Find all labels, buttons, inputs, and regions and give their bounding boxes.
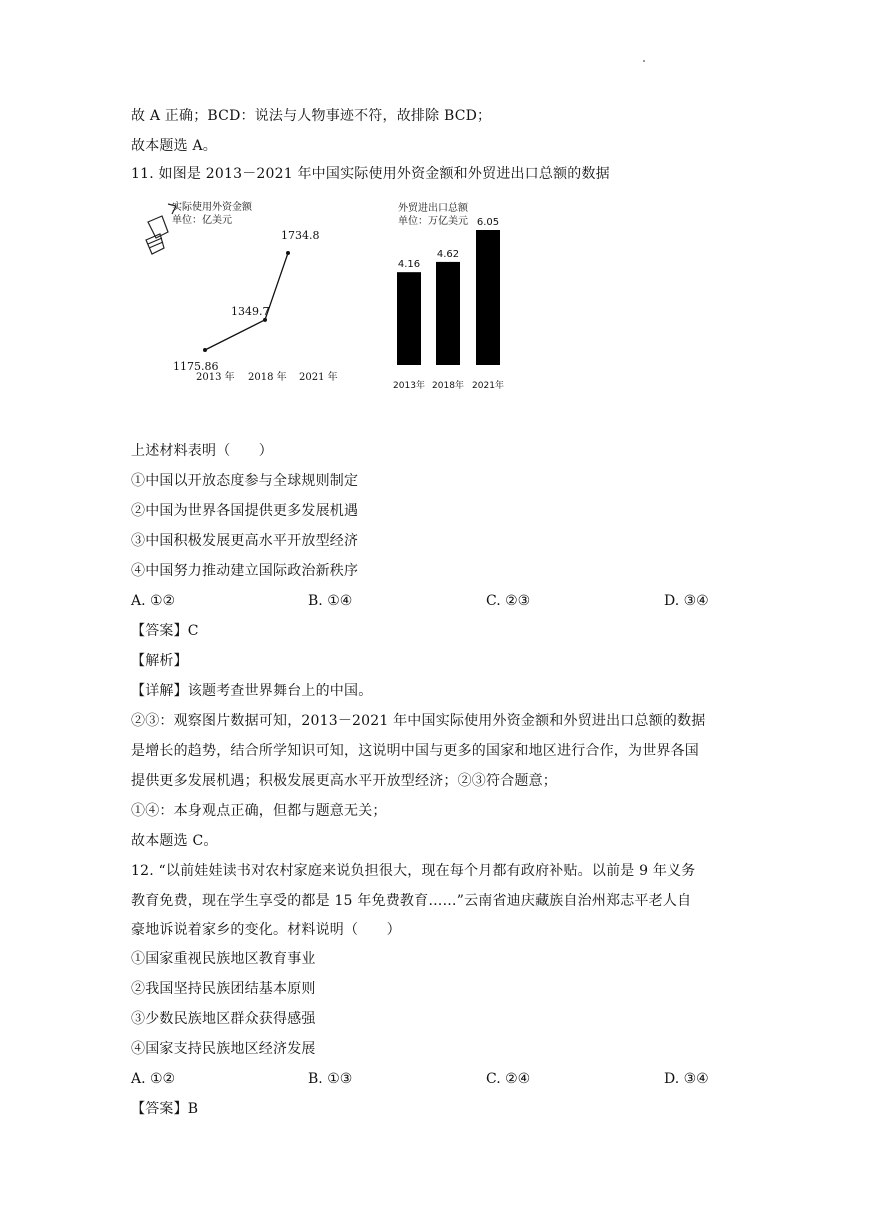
- line-x-tick-label: 2013 年: [196, 372, 235, 383]
- option-12-b: B. ①③: [308, 1071, 353, 1087]
- option-a: A. ①②: [131, 593, 176, 609]
- question-12-line-2: 教育免费，现在学生享受的都是 15 年免费教育……”云南省迪庆藏族自治州郑志平老人自: [131, 893, 692, 909]
- statement-12-4: ④国家支持民族地区经济发展: [131, 1041, 316, 1057]
- statement-3: ③中国积极发展更高水平开放型经济: [131, 533, 359, 549]
- bar-chart: [393, 201, 504, 391]
- line-x-tick-label: 2021 年: [299, 372, 338, 383]
- statement-4: ④中国努力推动建立国际政治新秩序: [131, 563, 359, 579]
- bar-data-label: 4.16: [397, 259, 421, 271]
- explanation-line-1: ②③：观察图片数据可知，2013－2021 年中国实际使用外资金额和外贸进出口总额的数据: [131, 713, 706, 729]
- detail-11: 【详解】该题考查世界舞台上的中国。: [131, 683, 373, 699]
- bar: [476, 230, 500, 365]
- line-data-label: 1175.86: [173, 360, 219, 373]
- statement-12-1: ①国家重视民族地区教育事业: [131, 951, 316, 967]
- answer-11: 【答案】C: [131, 623, 199, 639]
- bar-data-label: 4.62: [436, 248, 460, 260]
- explanation-line-5: 故本题选 C。: [131, 833, 218, 849]
- bar-data-label: 6.05: [476, 217, 500, 228]
- line-point: [263, 318, 267, 322]
- explanation-line-4: ①④：本身观点正确，但都与题意无关；: [131, 803, 387, 819]
- line-data-label: 1734.8: [281, 229, 320, 242]
- option-b: B. ①④: [308, 593, 353, 609]
- line-data-label: 1349.7: [231, 304, 270, 318]
- analysis-11-heading: 【解析】: [131, 653, 188, 669]
- bar-chart-subtitle: 单位：万亿美元: [398, 216, 468, 227]
- text-line-2: 故本题选 A。: [131, 138, 217, 154]
- bar-x-tick-label: 2018年: [432, 381, 464, 391]
- text-line-1: 故 A 正确；BCD：说法与人物事迹不符，故排除 BCD；: [131, 108, 492, 124]
- option-12-a: A. ①②: [131, 1071, 176, 1087]
- line-series: [205, 253, 288, 350]
- bar: [436, 262, 460, 365]
- statement-12-2: ②我国坚持民族团结基本原则: [131, 981, 316, 997]
- bar: [397, 272, 421, 365]
- option-c: C. ②③: [486, 593, 531, 609]
- explanation-line-3: 提供更多发展机遇；积极发展更高水平开放型经济；②③符合题意；: [131, 773, 557, 789]
- bar-chart-title: 外贸进出口总额: [398, 203, 468, 214]
- bar-x-tick-label: 2013年: [393, 381, 425, 391]
- option-12-d: D. ③④: [664, 1071, 709, 1087]
- option-d: D. ③④: [664, 593, 709, 609]
- question-12-line-3: 豪地诉说着家乡的变化。材料说明（ ）: [131, 922, 401, 938]
- line-point: [203, 348, 207, 352]
- line-chart: [146, 200, 338, 383]
- question-12-line-1: 12. “以前娃娃读书对农村家庭来说负担很大，现在每个月都有政府补贴。以前是 9 年义务: [131, 863, 696, 879]
- explanation-line-2: 是增长的趋势，结合所学知识可知，这说明中国与更多的国家和地区进行合作，为世界各国: [131, 743, 699, 759]
- statement-12-3: ③少数民族地区群众获得感强: [131, 1011, 316, 1027]
- page-dot: [643, 60, 645, 62]
- bar-x-tick-label: 2021年: [472, 381, 504, 391]
- statement-1: ①中国以开放态度参与全球规则制定: [131, 473, 359, 489]
- line-chart-subtitle: 单位：亿美元: [172, 215, 232, 226]
- question-11-stem: 上述材料表明（ ）: [131, 443, 273, 459]
- hand-coin-icon: [146, 204, 176, 254]
- line-x-tick-label: 2018 年: [248, 372, 287, 383]
- option-12-c: C. ②④: [486, 1071, 531, 1087]
- question-11-title: 11. 如图是 2013－2021 年中国实际使用外资金额和外贸进出口总额的数据: [131, 166, 610, 182]
- statement-2: ②中国为世界各国提供更多发展机遇: [131, 503, 359, 519]
- line-point: [286, 251, 290, 255]
- answer-12: 【答案】B: [131, 1101, 199, 1117]
- line-chart-title: 实际使用外资金额: [172, 202, 252, 213]
